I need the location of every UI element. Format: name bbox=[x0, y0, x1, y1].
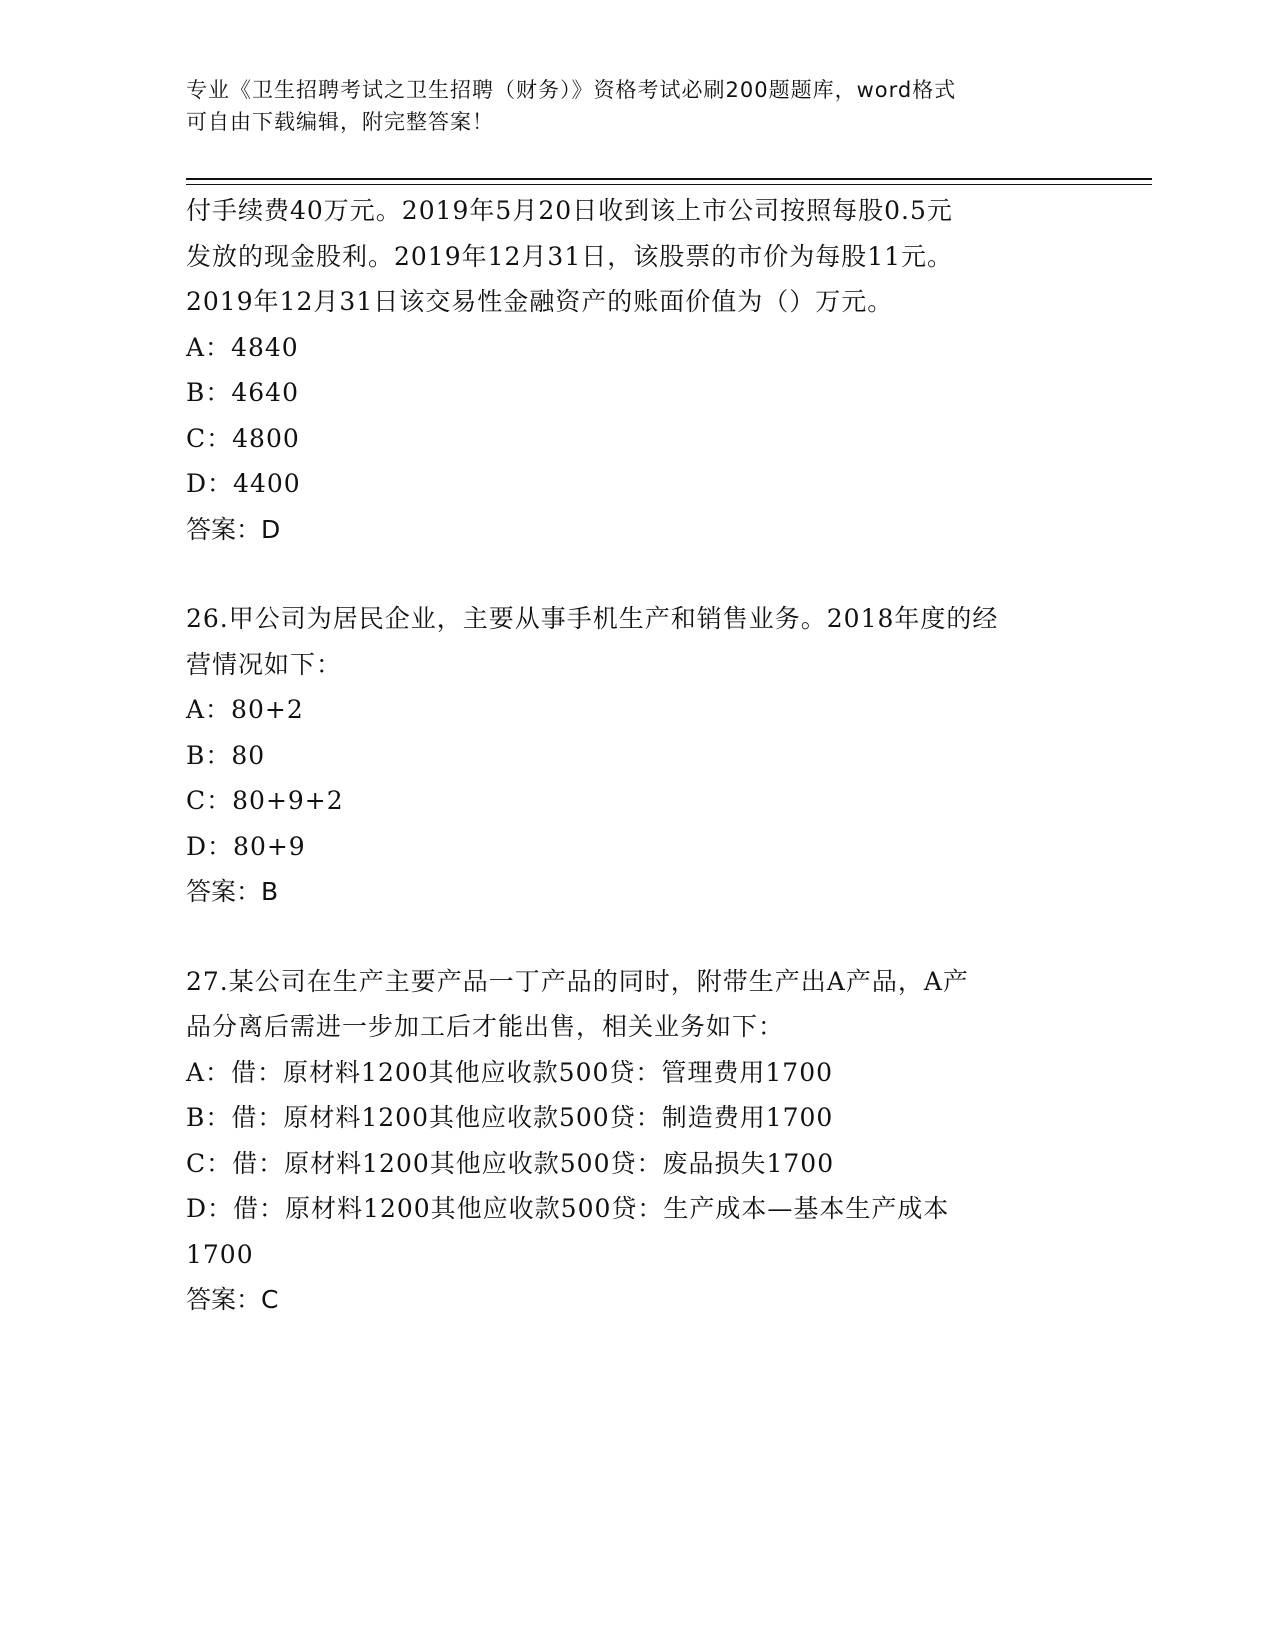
question-spacer bbox=[186, 552, 1106, 596]
option-a: A：4840 bbox=[186, 332, 299, 362]
option-a: A：80+2 bbox=[186, 695, 304, 724]
option-b: B：4640 bbox=[186, 378, 299, 407]
question-stem-line: 付手续费40万元。2019年5月20日收到该上市公司按照每股0.5元 bbox=[186, 196, 953, 225]
header-divider-thick bbox=[186, 178, 1152, 180]
option-c: C：80+9+2 bbox=[186, 786, 344, 815]
header-line-1: 专业《卫生招聘考试之卫生招聘（财务）》资格考试必刷200题题库，word格式 bbox=[186, 78, 957, 102]
header-divider-thin bbox=[186, 184, 1152, 185]
document-header bbox=[186, 74, 1086, 138]
option-b: B：80 bbox=[186, 740, 266, 770]
question-stem-line: 26.甲公司为居民企业，主要从事手机生产和销售业务。2018年度的经 bbox=[186, 604, 999, 633]
question-stem-line: 27.某公司在生产主要产品一丁产品的同时，附带生产出A产品，A产 bbox=[186, 966, 969, 996]
option-d: D：4400 bbox=[186, 469, 301, 498]
option-c: C：4800 bbox=[186, 423, 300, 453]
option-d: D：80+9 bbox=[186, 831, 306, 861]
question-stem-line: 2019年12月31日该交易性金融资产的账面价值为（）万元。 bbox=[186, 287, 894, 316]
question-stem-line: 品分离后需进一步加工后才能出售，相关业务如下： bbox=[186, 1012, 785, 1041]
question-26 bbox=[186, 596, 1106, 915]
question-25 bbox=[186, 188, 1106, 552]
answer-label: 答案：C bbox=[186, 1285, 279, 1314]
question-27 bbox=[186, 959, 1106, 1323]
option-b: B：借：原材料1200其他应收款500贷：制造费用1700 bbox=[186, 1103, 834, 1132]
option-c: C：借：原材料1200其他应收款500贷：废品损失1700 bbox=[186, 1148, 835, 1178]
option-a: A：借：原材料1200其他应收款500贷：管理费用1700 bbox=[186, 1057, 834, 1087]
header-line-2: 可自由下载编辑，附完整答案！ bbox=[186, 110, 494, 134]
question-spacer bbox=[186, 915, 1106, 959]
answer-label: 答案：B bbox=[186, 877, 279, 906]
question-stem-line: 发放的现金股利。2019年12月31日，该股票的市价为每股11元。 bbox=[186, 241, 954, 271]
option-d: D：借：原材料1200其他应收款500贷：生产成本—基本生产成本 bbox=[186, 1194, 950, 1223]
question-stem-line: 营情况如下： bbox=[186, 649, 343, 679]
option-d-continued: 1700 bbox=[186, 1239, 254, 1269]
question-list bbox=[186, 188, 1106, 1323]
answer-label: 答案：D bbox=[186, 514, 281, 544]
